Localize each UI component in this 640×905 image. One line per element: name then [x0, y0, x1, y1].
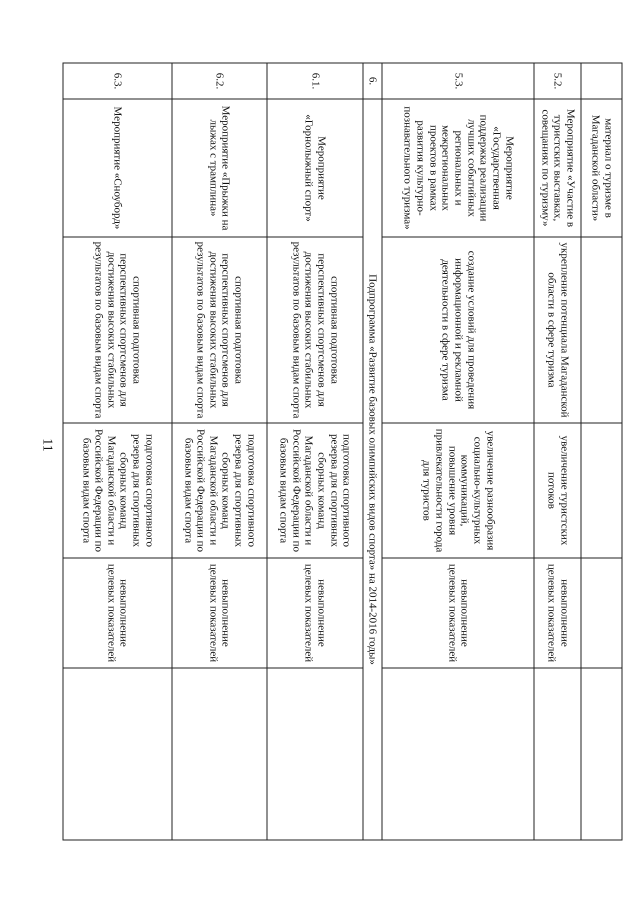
table-row	[267, 63, 363, 840]
row-goal: спортивная подготовка перспективных спортсменов для достижения высоких стабильных результатов по базовым видам спорта	[63, 237, 172, 423]
row-name: Мероприятие «Государственная поддержка реализации лучших событийных региональных и межрегиональных проектов в рамках развития культурно-познавательного туризма»	[382, 99, 534, 237]
row-result: увеличение разнообразия социально-культурных коммуникаций, повышение уровня привлекательности города для туристов	[382, 423, 534, 558]
row-result: подготовка спортивного резерва для спортивных сборных команд Магаданской области и Российской Федерации по базовым видам спорта	[63, 423, 172, 558]
rotated-table-container	[62, 62, 622, 839]
row-goal: создание условий для проведения информационной и рекламной деятельности в сфере туризма	[382, 237, 534, 423]
row-extra	[580, 668, 621, 840]
row-result	[580, 423, 621, 558]
section-number: 6.	[362, 63, 382, 99]
row-number: 6.1.	[267, 63, 363, 99]
section-row	[362, 63, 382, 840]
row-extra	[534, 668, 581, 840]
row-risk: невыполнение целевых показателей	[171, 558, 267, 668]
activities-table	[62, 62, 622, 840]
row-number: 5.3.	[382, 63, 534, 99]
row-risk	[580, 558, 621, 668]
row-name: Мероприятие «Участие в туристских выставках, совещаниях по туризму»	[534, 99, 581, 237]
row-risk: невыполнение целевых показателей	[382, 558, 534, 668]
row-risk: невыполнение целевых показателей	[63, 558, 172, 668]
table-landscape	[62, 62, 622, 839]
table-row	[63, 63, 172, 840]
row-number: 5.2.	[534, 63, 581, 99]
row-goal: укрепление потенциала Магаданской области в сфере туризма	[534, 237, 581, 423]
row-number	[580, 63, 621, 99]
row-result: увеличение туристских потоков	[534, 423, 581, 558]
row-result: подготовка спортивного резерва для спортивных сборных команд Магаданской области и Российской Федерации по базовым видам спорта	[267, 423, 363, 558]
page-number: 11	[39, 438, 55, 452]
row-result: подготовка спортивного резерва для спортивных сборных команд Магаданской области и Российской Федерации по базовым видам спорта	[171, 423, 267, 558]
row-name: материал о туризме в Магаданской области»	[580, 99, 621, 237]
row-risk: невыполнение целевых показателей	[267, 558, 363, 668]
row-extra	[382, 668, 534, 840]
table-row	[382, 63, 534, 840]
section-title: Подпрограмма «Развитие базовых олимпийских видов спорта» на 2014-2016 годы»	[362, 99, 382, 840]
row-number: 6.2.	[171, 63, 267, 99]
row-name: Мероприятие «Прыжки на лыжах с трамплина»	[171, 99, 267, 237]
table-row	[171, 63, 267, 840]
table-row	[534, 63, 581, 840]
row-goal	[580, 237, 621, 423]
table-row	[580, 63, 621, 840]
row-extra	[171, 668, 267, 840]
row-goal: спортивная подготовка перспективных спортсменов для достижения высоких стабильных результатов по базовым видам спорта	[267, 237, 363, 423]
row-name: Мероприятие «Горнолыжный спорт»	[267, 99, 363, 237]
row-number: 6.3.	[63, 63, 172, 99]
row-name: Мероприятие «Сноуборд»	[63, 99, 172, 237]
row-risk: невыполнение целевых показателей	[534, 558, 581, 668]
row-extra	[63, 668, 172, 840]
row-goal: спортивная подготовка перспективных спортсменов для достижения высоких стабильных результатов по базовым видам спорта	[171, 237, 267, 423]
row-extra	[267, 668, 363, 840]
